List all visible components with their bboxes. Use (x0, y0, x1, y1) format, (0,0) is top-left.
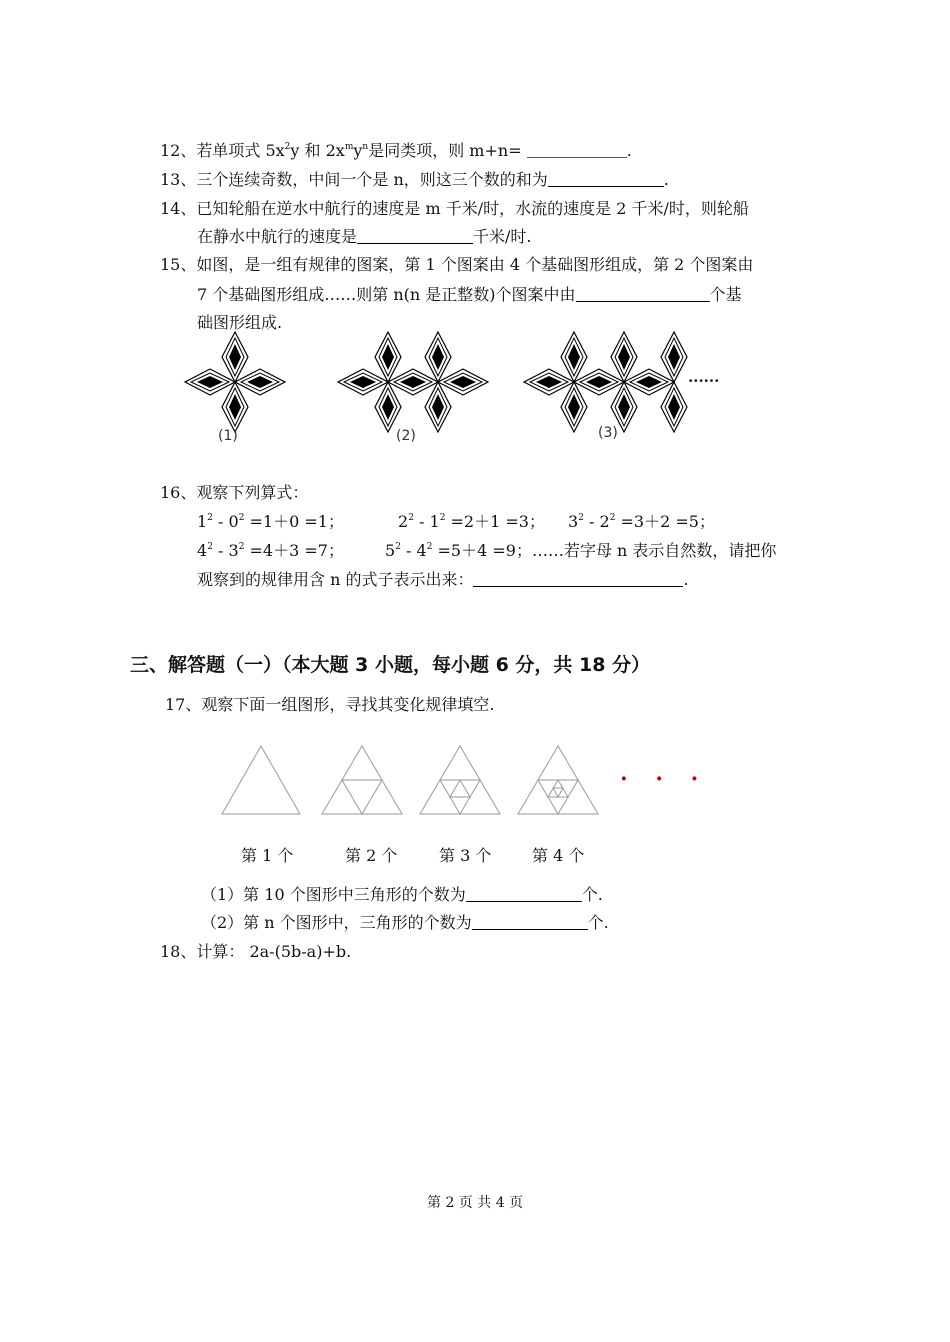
caption-figure-2: 第 2 个 (345, 846, 398, 865)
question-18: 18、计算： 2a-(5b-a)+b. (160, 942, 352, 961)
formula-1: $1^2 - 0^2 =1+0 =1$； (197, 512, 344, 531)
formula-2: $2^2 - 1^2 =2+1 =3$； (398, 512, 545, 531)
answer-blank-15[interactable] (576, 285, 710, 302)
answer-blank-17-1[interactable] (466, 885, 582, 902)
question-15-line-3: 础图形组成. (197, 313, 283, 332)
diamond-figure-1 (185, 332, 285, 432)
answer-blank-17-2[interactable] (472, 913, 588, 930)
section-3-heading: 三、解答题（一）（本大题 3 小题，每小题 6 分，共 18 分） (130, 654, 651, 676)
question-17-part-2: （2）第 n 个图形中，三角形的个数为 个. (201, 913, 609, 932)
question-14-line-1: 14、已知轮船在逆水中航行的速度是 m 千米/时，水流的速度是 2 千米/时，则轮船 (160, 199, 749, 218)
answer-blank-13[interactable] (548, 170, 664, 187)
triangle-figure-4 (518, 746, 598, 814)
triangle-figures (0, 738, 950, 828)
caption-figure-1: 第 1 个 (241, 846, 294, 865)
formula-5: $5^2 - 4^2 =5+4 =9$；……若字母 n 表示自然数，请把你 (385, 541, 777, 560)
figure-label-3: (3) (598, 425, 618, 441)
formula-3: $3^2 - 2^2 =3+2 =5$； (568, 512, 715, 531)
diamond-figure-2 (338, 332, 438, 432)
pattern-ellipsis: ...... (688, 368, 720, 386)
question-13: 13、三个连续奇数，中间一个是 n，则这三个数的和为 . (160, 170, 669, 189)
question-15-line-2: 7 个基础图形组成……则第 n(n 是正整数)个图案中由 个基 (197, 285, 742, 304)
diamond-pattern-figures (0, 340, 950, 460)
question-14-line-2: 在静水中航行的速度是 千米/时. (197, 227, 532, 246)
caption-figure-3: 第 3 个 (439, 846, 492, 865)
answer-blank-12[interactable] (527, 141, 627, 158)
figure-label-2: (2) (396, 428, 416, 444)
question-16-intro: 16、观察下列算式： (160, 483, 309, 502)
caption-figure-4: 第 4 个 (532, 846, 585, 865)
formula-4: $4^2 - 3^2 =4+3 =7$； (197, 541, 344, 560)
question-12: 12、若单项式 $5x^2y$ 和 $2x^my^n$是同类项，则 m+n= . (160, 141, 632, 160)
answer-blank-14[interactable] (357, 227, 473, 244)
answer-blank-16[interactable] (473, 570, 683, 587)
question-17-part-1: （1）第 10 个图形中三角形的个数为 个. (201, 885, 603, 904)
figure-label-1: (1) (218, 428, 238, 444)
diamond-figure-3 (524, 332, 624, 432)
question-15-line-1: 15、如图，是一组有规律的图案，第 1 个图案由 4 个基础图形组成，第 2 个图案由 (160, 255, 754, 274)
question-16-line-3: 观察到的规律用含 n 的式子表示出来： . (197, 570, 689, 589)
continuation-dots: · · · (620, 766, 709, 792)
triangle-figure-2 (322, 746, 402, 814)
triangle-figure-3 (420, 746, 500, 814)
question-17: 17、观察下面一组图形，寻找其变化规律填空. (165, 695, 495, 714)
page-footer: 第 2 页 共 4 页 (427, 1195, 524, 1211)
triangle-figure-1 (222, 746, 300, 814)
